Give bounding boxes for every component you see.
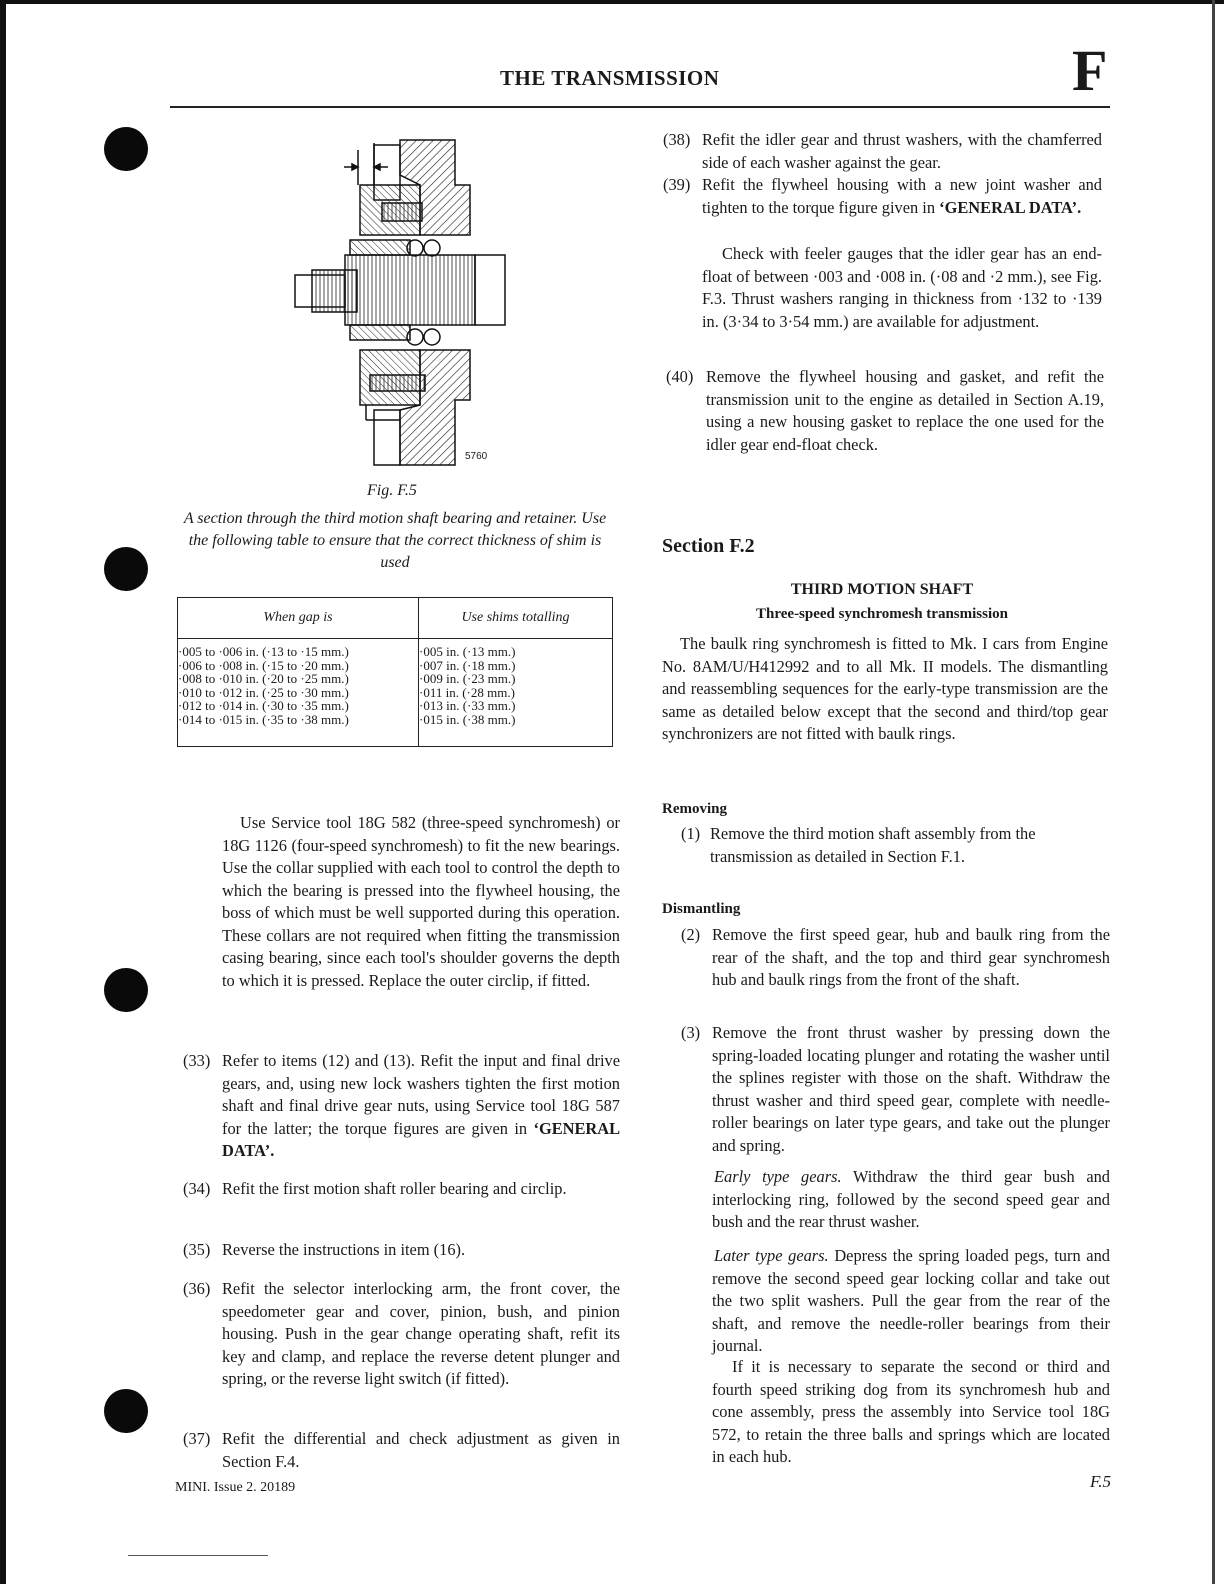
- section-subtitle: Three-speed synchromesh transmission: [756, 606, 1008, 622]
- dismantling-heading: Dismantling: [662, 901, 741, 917]
- general-data-ref: ‘GENERAL DATA’.: [939, 197, 1082, 217]
- page-number: F.5: [1090, 1472, 1111, 1491]
- item-36-text: Refit the selector interlocking arm, the front cover, the speedometer gear and cover, pinion, bush, and pinion housing. Push in the gear change operating shaft, refit its key and clamp, and replace the reverse detent plunger and spring, or the reverse light switch (if fitted).: [222, 1279, 620, 1388]
- item-38-text: Refit the idler gear and thrust washers, with the chamferred side of each washer against the gear.: [702, 130, 1102, 172]
- item-number: (39): [663, 175, 691, 194]
- general-data-ref: ‘GENERAL DATA’.: [222, 1118, 620, 1160]
- gap-value: ·005 to ·006 in. (·13 to ·15 mm.): [178, 644, 349, 659]
- page-edge-top: [0, 0, 1224, 4]
- item-number: (37): [183, 1429, 211, 1448]
- item-1-text: Remove the third motion shaft assembly from the transmission as detailed in Section F.1.: [710, 824, 1036, 866]
- item-3-text: Remove the front thrust washer by pressing down the spring-loaded locating plunger and rotating the washer until the splines register with those on the shaft. Withdraw the thrust washer and third speed gear, complete with needle-roller bearings on later type gears, and take out the plunger and spring.: [712, 1023, 1110, 1155]
- item-number: (35): [183, 1240, 211, 1259]
- punch-hole-icon: [104, 547, 148, 591]
- item-39-text: [702, 174, 1102, 219]
- early-type-body: Withdraw the third gear bush and interlocking ring, followed by the second speed gear and bush and the rear thrust washer.: [712, 1167, 1110, 1231]
- shim-value: ·007 in. (·18 mm.): [419, 657, 516, 673]
- page-edge-right: [1212, 0, 1215, 1584]
- section-letter: F: [1072, 38, 1108, 103]
- gap-value: ·008 to ·010 in. (·20 to ·25 mm.): [178, 671, 349, 686]
- page-title: THE TRANSMISSION: [500, 66, 720, 90]
- table-header-gap: When gap is: [178, 598, 419, 639]
- item-number: (2): [681, 925, 701, 944]
- punch-hole-icon: [104, 1389, 148, 1433]
- item-number: (33): [183, 1051, 211, 1070]
- table-header-row: [178, 598, 613, 639]
- early-type-paragraph: [712, 1166, 1110, 1234]
- section-heading: Section F.2: [662, 535, 755, 557]
- item-number: (3): [681, 1023, 701, 1042]
- shim-value: ·013 in. (·33 mm.): [419, 698, 516, 713]
- item-number: (40): [666, 367, 694, 386]
- shim-value: ·009 in. (·23 mm.): [419, 671, 516, 686]
- later-type-paragraph: [712, 1245, 1110, 1358]
- bearing-section-drawing: [270, 125, 510, 475]
- service-tool-paragraph: Use Service tool 18G 582 (three-speed synchromesh) or 18G 1126 (four-speed synchromesh) to fit the new bearings. Use the collar supplied with each tool to control the depth to which the bearing is pressed into the flywheel housing, the boss of which must be well supported during this operation. These collars are not required when fitting the transmission casing bearing, since each tool's shoulder governs the depth to which it is pressed. Replace the outer circlip, if fitted.: [222, 813, 620, 990]
- item-number: (36): [183, 1279, 211, 1298]
- later-type-body: Depress the spring loaded pegs, turn and remove the second speed gear locking collar and take out the two split washers. Pull the gear from the rear of the shaft, and remove the needle-roller bearings from their journal.: [712, 1246, 1110, 1355]
- bottom-rule: [128, 1555, 268, 1556]
- item-39-body: Refit the flywheel housing with a new joint washer and tighten to the torque figure given in: [702, 175, 1102, 217]
- separate-paragraph: If it is necessary to separate the second or third and fourth speed striking dog from its synchromesh hub and cone assembly, press the assembly into Service tool 18G 572, to retain the three balls and springs which are located in each hub.: [712, 1357, 1110, 1466]
- gap-value: ·006 to ·008 in. (·15 to ·20 mm.): [178, 657, 349, 673]
- section-title: THIRD MOTION SHAFT: [790, 581, 974, 598]
- header-rule: [170, 106, 1110, 108]
- shim-value: ·011 in. (·28 mm.): [419, 684, 515, 700]
- item-33-body: Refer to items (12) and (13). Refit the input and final drive gears, and, using new lock washers tighten the first motion shaft and final drive gear nuts, using Service tool 18G 587 for the latter; the torque figures are given in: [222, 1051, 620, 1138]
- table-header-shims: Use shims totalling: [419, 598, 613, 639]
- shim-value: ·005 in. (·13 mm.): [419, 644, 516, 659]
- item-40-text: Remove the flywheel housing and gasket, and refit the transmission unit to the engine as detailed in Section A.19, using a new housing gasket to replace the one used for the idler gear end-float check.: [706, 367, 1104, 454]
- item-2-text: Remove the first speed gear, hub and baulk ring from the rear of the shaft, and the top and third gear synchromesh hub and baulk rings from the front of the shaft.: [712, 925, 1110, 989]
- shim-value: ·015 in. (·38 mm.): [419, 711, 516, 727]
- item-number: (34): [183, 1179, 211, 1198]
- figure-number: 5760: [465, 451, 488, 462]
- item-39-check-paragraph: Check with feeler gauges that the idler gear has an end-float of between ·003 and ·008 in. (·08 and ·2 mm.), see Fig. F.3. Thrust washers ranging in thickness from ·132 to ·139 in. (3·34 to 3·54 mm.) are available for adjustment.: [702, 244, 1102, 331]
- early-type-label: Early type gears.: [714, 1167, 842, 1186]
- shim-table: [177, 597, 613, 747]
- footer-issue: MINI. Issue 2. 20189: [175, 1480, 296, 1495]
- later-type-label: Later type gears.: [714, 1246, 829, 1265]
- punch-hole-icon: [104, 127, 148, 171]
- figure-caption: A section through the third motion shaft bearing and retainer. Use the following table to ensure that the correct thickness of shim is used: [183, 510, 607, 571]
- item-33-text: [222, 1050, 620, 1163]
- item-35-text: Reverse the instructions in item (16).: [222, 1240, 466, 1259]
- item-number: (38): [663, 130, 691, 149]
- punch-hole-icon: [104, 968, 148, 1012]
- item-number: (1): [681, 824, 701, 843]
- gap-value: ·014 to ·015 in. (·35 to ·38 mm.): [178, 711, 349, 727]
- removing-heading: Removing: [662, 801, 727, 817]
- section-intro: The baulk ring synchromesh is fitted to Mk. I cars from Engine No. 8AM/U/H412992 and to all Mk. II models. The dismantling and reassembling sequences for the early-type transmission are the same as detailed below except that the second and third/top gear synchronizers are not fitted with baulk rings.: [662, 634, 1108, 743]
- figure-label: Fig. F.5: [367, 482, 417, 499]
- item-34-text: Refit the first motion shaft roller bearing and circlip.: [222, 1179, 567, 1198]
- gap-values-cell: [178, 639, 419, 747]
- item-37-text: Refit the differential and check adjustment as given in Section F.4.: [222, 1429, 620, 1471]
- gap-value: ·012 to ·014 in. (·30 to ·35 mm.): [178, 698, 349, 713]
- page-edge-left: [0, 0, 6, 1584]
- gap-value: ·010 to ·012 in. (·25 to ·30 mm.): [178, 684, 349, 700]
- shim-values-cell: [419, 639, 613, 747]
- table-row: [178, 639, 613, 747]
